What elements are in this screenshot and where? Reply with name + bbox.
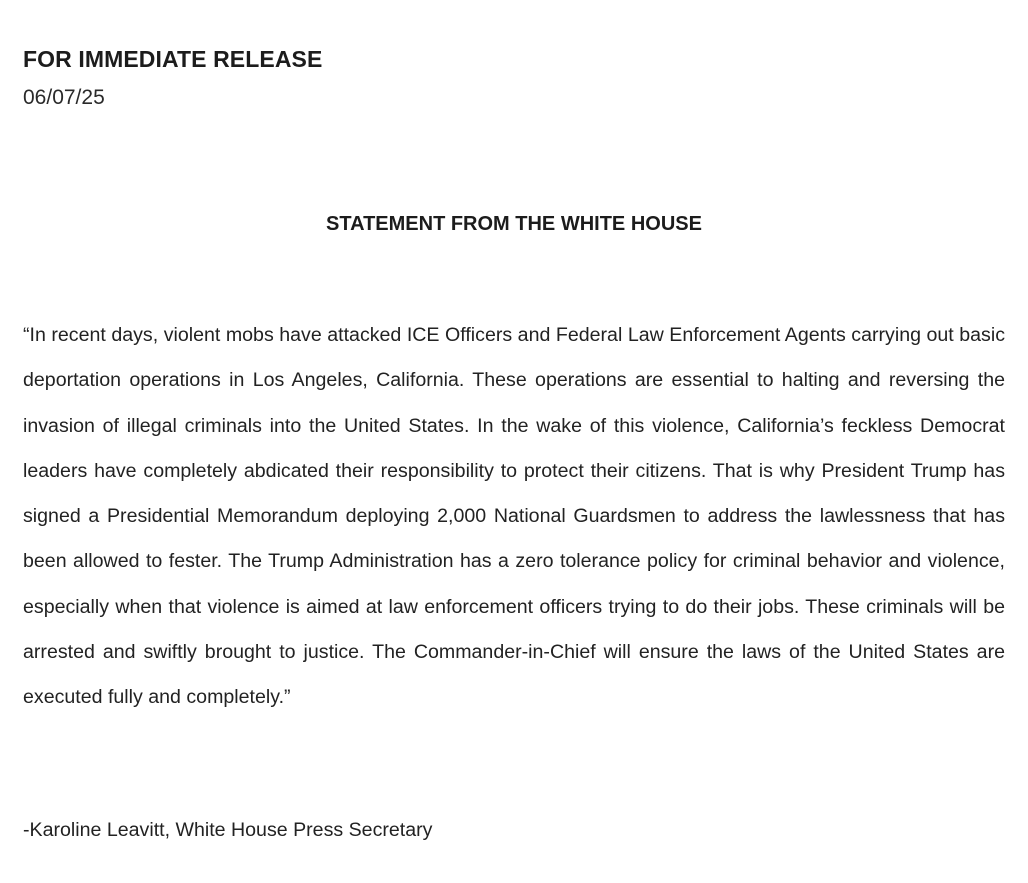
statement-body: “In recent days, violent mobs have attacked ICE Officers and Federal Law Enforcement Agents carrying out basic deportation operations in Los Angeles, California. These operations are essential to halting and reversing the invasion of illegal criminals into the United States. In the wake of this violence, California’s feckless Democrat leaders have completely abdicated their responsibility to protect their citizens. That is why President Trump has signed a Presidential Memorandum deploying 2,000 National Guardsmen to address the lawlessness that has been allowed to fester. The Trump Administration has a zero tolerance policy for criminal behavior and violence, especially when that violence is aimed at law enforcement officers trying to do their jobs. These criminals will be arrested and swiftly brought to justice. The Commander-in-Chief will ensure the laws of the United States are executed fully and completely.” <box>23 324 1005 709</box>
statement-title: STATEMENT FROM THE WHITE HOUSE <box>326 213 702 235</box>
release-date: 06/07/25 <box>23 86 105 109</box>
statement-signature: -Karoline Leavitt, White House Press Secretary <box>23 819 433 841</box>
release-label: FOR IMMEDIATE RELEASE <box>23 46 323 72</box>
